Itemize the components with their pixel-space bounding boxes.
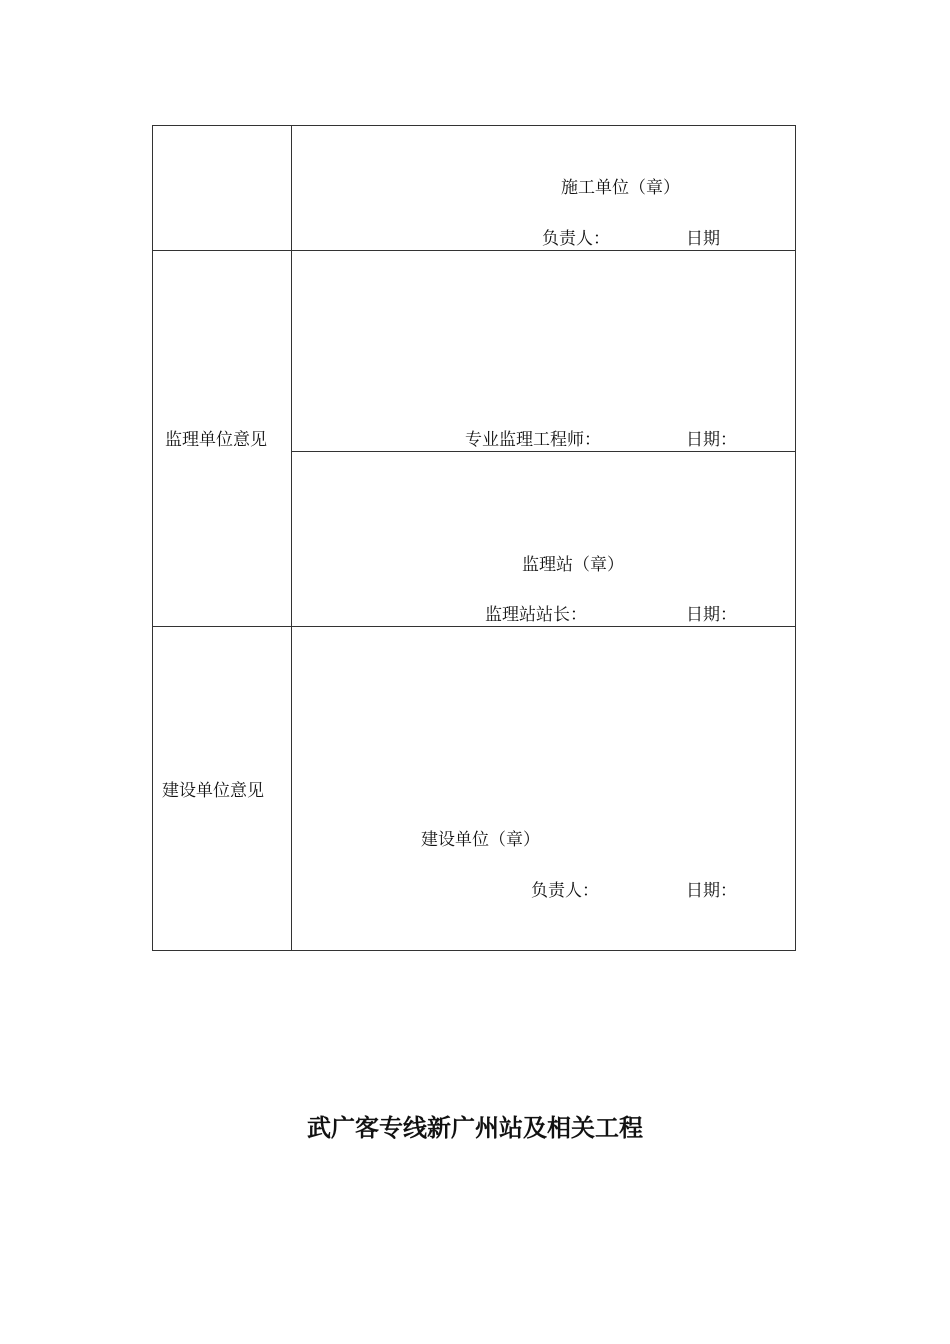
table-border-left [152,125,153,951]
supervision-engineer-date-label: 日期： [686,430,737,450]
supervision-station-chief-label: 监理站站长： [485,605,587,625]
table-row-divider-2 [152,626,796,627]
supervision-station-seal-label: 监理站（章） [522,555,624,575]
table-border-bottom [152,950,796,951]
contractor-responsible-label: 负责人： [542,229,610,249]
owner-date-label: 日期： [686,881,737,901]
owner-seal-label: 建设单位（章） [421,830,540,850]
document-title: 武广客专线新广州站及相关工程 [307,1113,643,1142]
owner-responsible-label: 负责人： [531,881,599,901]
table-row-divider-supervision-inner [291,451,796,452]
table-border-right [795,125,796,951]
contractor-seal-label: 施工单位（章） [561,178,680,198]
table-border-top [152,125,796,126]
table-row-divider-1 [152,250,796,251]
contractor-date-label: 日期 [686,229,720,249]
owner-row-label: 建设单位意见 [162,781,264,801]
supervision-row-label: 监理单位意见 [165,430,267,450]
table-column-divider [291,125,292,951]
supervision-station-date-label: 日期： [686,605,737,625]
supervision-engineer-label: 专业监理工程师： [465,430,601,450]
